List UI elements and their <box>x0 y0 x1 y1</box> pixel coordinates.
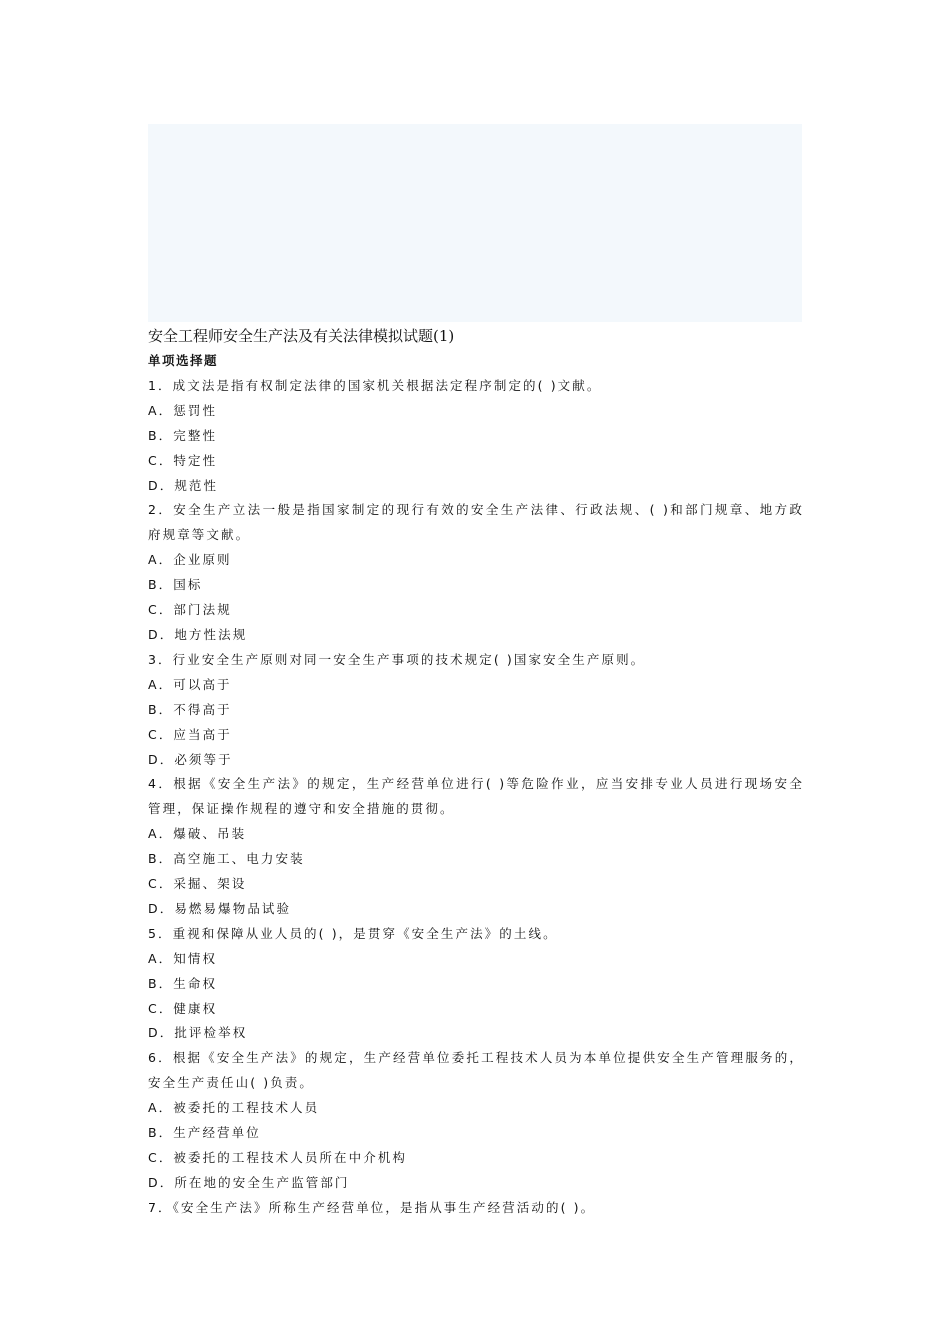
question-7 <box>148 1196 804 1221</box>
option-b: B．生命权 <box>148 975 218 991</box>
option-d: D．所在地的安全生产监管部门 <box>148 1174 350 1190</box>
question-4 <box>148 772 804 921</box>
top-banner-area <box>148 124 802 322</box>
option-c: C．应当高于 <box>148 726 232 742</box>
option-a: A．爆破、吊装 <box>148 826 247 842</box>
option-d: D．批评检举权 <box>148 1025 248 1041</box>
question-6 <box>148 1046 804 1195</box>
question-2 <box>148 498 804 647</box>
option-b: B．高空施工、电力安装 <box>148 851 305 867</box>
option-d: D．规范性 <box>148 477 219 493</box>
option-c: C．被委托的工程技术人员所在中介机构 <box>148 1150 408 1165</box>
option-a: A．惩罚性 <box>148 402 218 418</box>
option-b: B．生产经营单位 <box>148 1125 261 1141</box>
question-text: 7．《安全生产法》所称生产经营单位，是指从事生产经营活动的( )。 <box>148 1199 596 1215</box>
section-heading: 单项选择题 <box>148 353 219 368</box>
option-a: A．知情权 <box>148 950 218 966</box>
document-title: 安全工程师安全生产法及有关法律模拟试题(1) <box>148 327 455 345</box>
option-c: C．特定性 <box>148 452 218 468</box>
question-1 <box>148 374 804 499</box>
option-c: C．采掘、架设 <box>148 876 247 892</box>
option-d: D．必须等于 <box>148 751 233 767</box>
question-text: 5．重视和保障从业人员的( )，是贯穿《安全生产法》的土线。 <box>148 925 558 941</box>
question-3 <box>148 648 804 773</box>
question-text: 3．行业安全生产原则对同一安全生产事项的技术规定( )国家安全生产原则。 <box>148 651 646 667</box>
option-a: A．企业原则 <box>148 552 232 568</box>
option-a: A．被委托的工程技术人员 <box>148 1100 320 1116</box>
question-5 <box>148 922 804 1047</box>
option-b: B．完整性 <box>148 427 218 443</box>
option-d: D．地方性法规 <box>148 626 248 642</box>
question-text: 4．根据《安全生产法》的规定，生产经营单位进行( )等危险作业，应当安排专业人员进行现场安全管理，保证操作规程的遵守和安全措施的贯彻。 <box>148 776 804 817</box>
option-d: D．易燃易爆物品试验 <box>148 900 292 916</box>
option-c: C．健康权 <box>148 1000 218 1016</box>
question-text: 2．安全生产立法一般是指国家制定的现行有效的安全生产法律、行政法规、( )和部门规章、地方政府规章等文献。 <box>148 502 804 543</box>
question-text: 6．根据《安全生产法》的规定，生产经营单位委托工程技术人员为本单位提供安全生产管理服务的，安全生产责任山( )负责。 <box>148 1050 804 1091</box>
document-body <box>148 325 804 1221</box>
question-text: 1．成文法是指有权制定法律的国家机关根据法定程序制定的( )文献。 <box>148 377 602 393</box>
option-b: B．不得高于 <box>148 701 232 717</box>
option-c: C．部门法规 <box>148 602 232 618</box>
option-a: A．可以高于 <box>148 676 232 692</box>
option-b: B．国标 <box>148 577 203 593</box>
